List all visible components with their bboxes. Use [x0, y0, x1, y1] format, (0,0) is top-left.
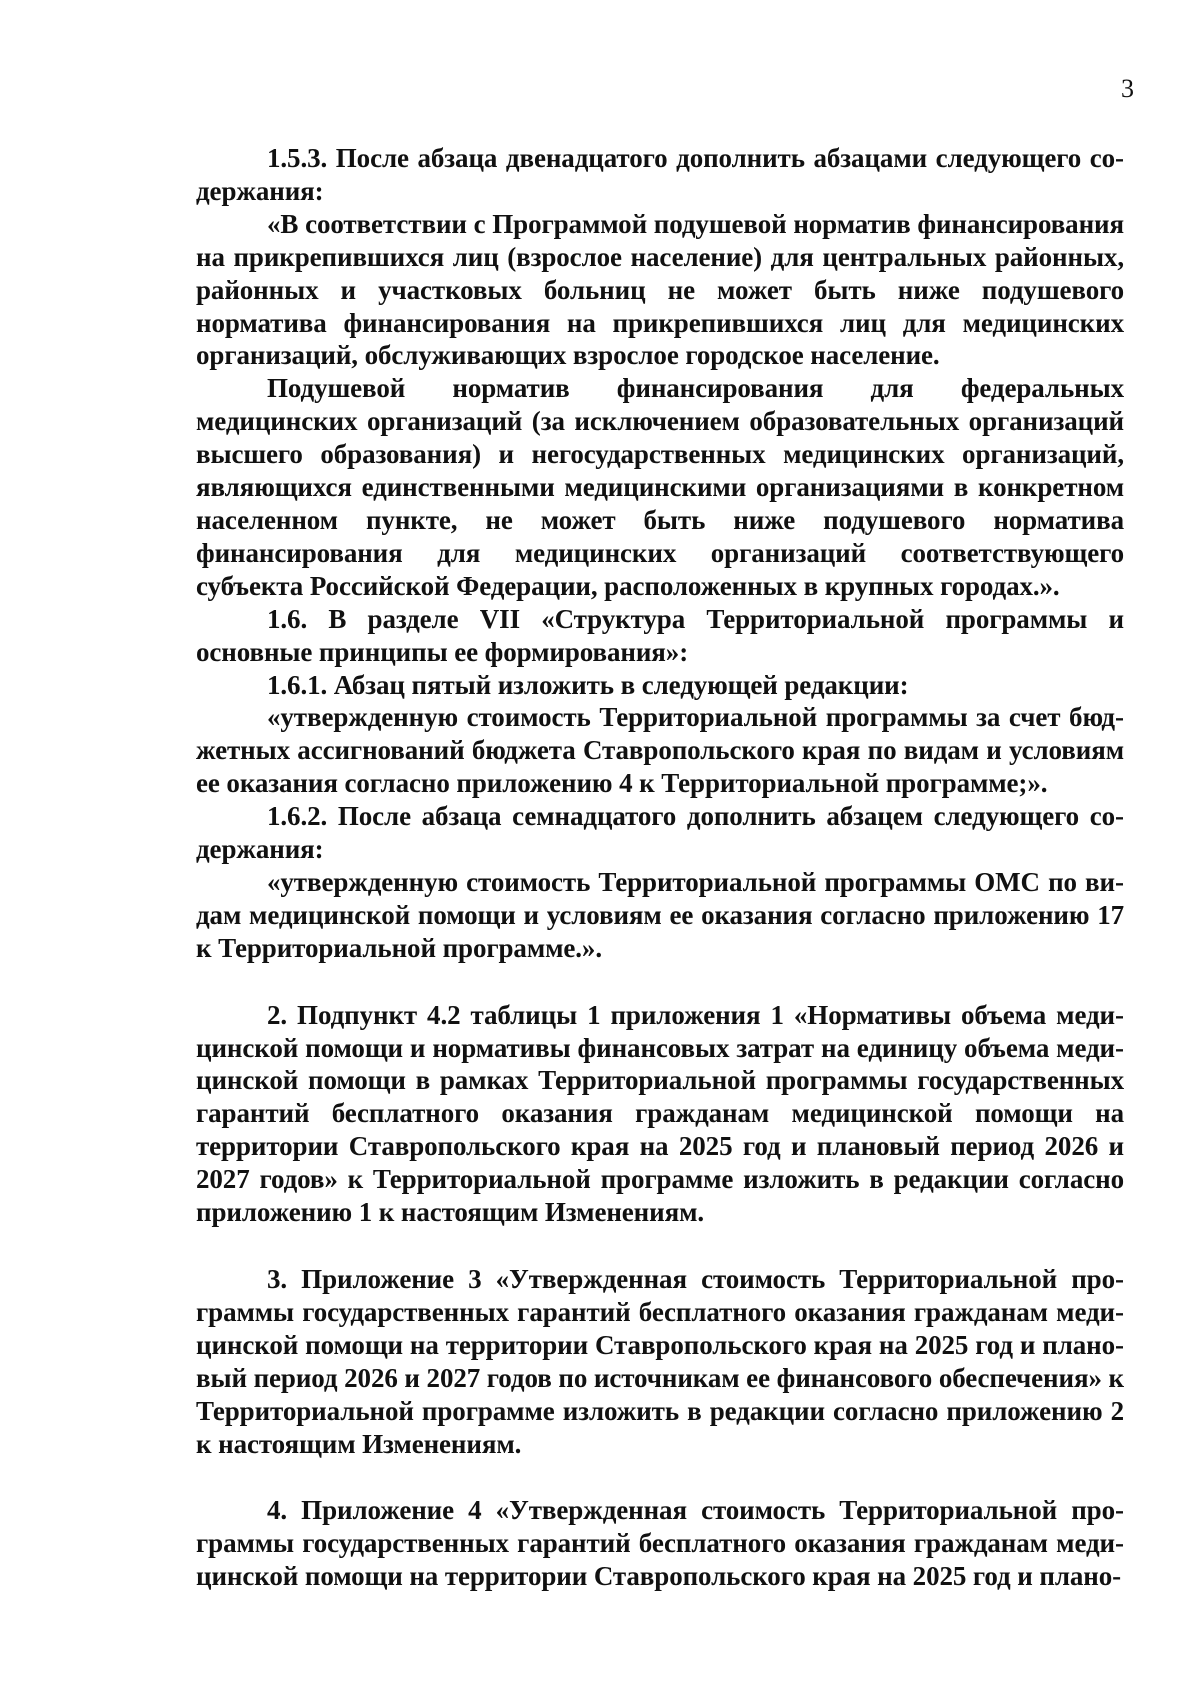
paragraph-quote-approved-cost-budget: «утвержденную стоимость Территориальной программы за счет бюджетных ассигнований бюджета Ставропольского края по видам и условиям ее оказания согласно приложению 4 к Территориальной программе;».: [196, 702, 1124, 799]
document-body: [196, 142, 1124, 1593]
paragraph-item-2: 2. Подпункт 4.2 таблицы 1 приложения 1 «Нормативы объема медицинской помощи и нормативы финансовых затрат на единицу объема медицинской помощи в рамках Территориальной программы государственных гарантий бесплатного оказания гражданам медицинской помощи на территории Ставропольского края на 2025 год и плановый период 2026 и 2027 годов» к Территориальной программе изложить в редакции согласно приложению 1 к настоящим Изменениям.: [196, 999, 1124, 1228]
paragraph-quote-approved-cost-oms: «утвержденную стоимость Территориальной программы ОМС по видам медицинской помощи и условиям ее оказания согласно приложению 17 к Территориальной программе.».: [196, 866, 1124, 963]
paragraph-1-6-2: 1.6.2. После абзаца семнадцатого дополнить абзацем следующего содержания:: [196, 801, 1124, 865]
paragraph-1-6-1: 1.6.1. Абзац пятый изложить в следующей редакции:: [267, 669, 909, 700]
paragraph-federal-organizations: Подушевой норматив финансирования для федеральных медицинских организаций (за исключением образовательных организаций высшего образования) и негосударственных медицинских организаций, являющихся единственными медицинскими организациями в конкретном населенном пункте, не может быть ниже подушевого норматива финансирования для медицинских организаций соответствующего субъекта Российской Федерации, расположенных в крупных городах.».: [196, 373, 1124, 601]
paragraph-1-5-3: 1.5.3. После абзаца двенадцатого дополнить абзацами следующего содержания:: [196, 143, 1124, 206]
paragraph-item-4: 4. Приложение 4 «Утвержденная стоимость Территориальной программы государственных гарантий бесплатного оказания гражданам медицинской помощи на территории Ставропольского края на 2025 год и плано-: [196, 1495, 1124, 1592]
paragraph-1-6: 1.6. В разделе VII «Структура Территориальной программы и основные принципы ее формирования»:: [196, 603, 1124, 667]
page-number: 3: [1121, 74, 1134, 103]
paragraph-quote-per-capita-standard: «В соответствии с Программой подушевой норматив финансирования на прикрепившихся лиц (взрослое население) для центральных районных, районных и участковых больниц не может быть ниже подушевого норматива финансирования на прикрепившихся лиц для медицинских организаций, обслуживающих взрослое городское население.: [196, 208, 1124, 371]
paragraph-item-3: 3. Приложение 3 «Утвержденная стоимость Территориальной программы государственных гарантий бесплатного оказания гражданам медицинской помощи на территории Ставропольского края на 2025 год и плановый период 2026 и 2027 годов по источникам ее финансового обеспечения» к Территориальной программе изложить в редакции согласно приложению 2 к настоящим Изменениям.: [196, 1264, 1124, 1459]
